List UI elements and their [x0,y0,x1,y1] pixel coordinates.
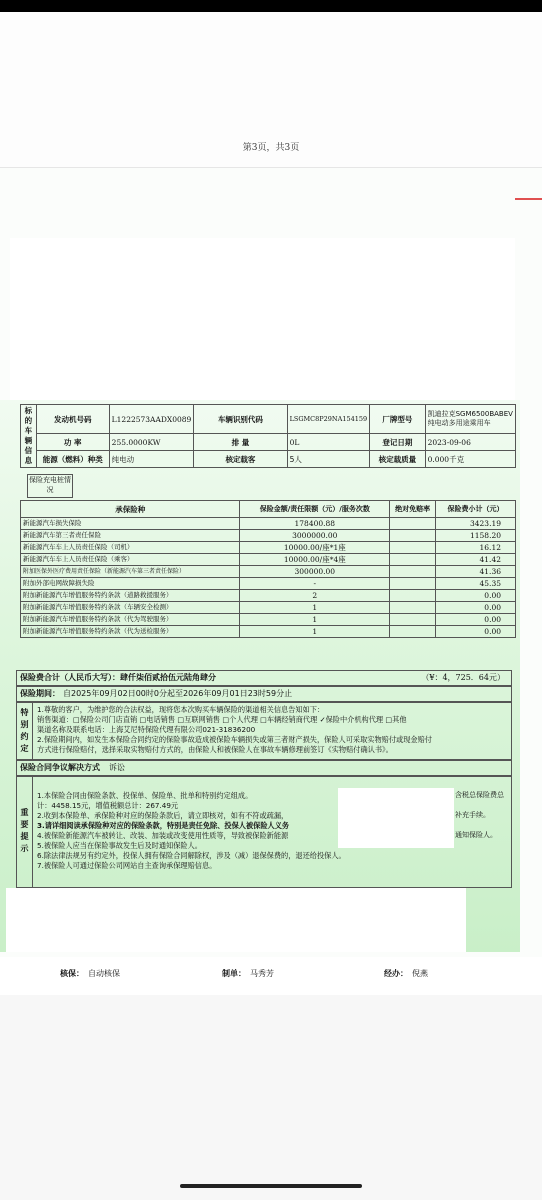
coverage-deductible [390,542,436,554]
signature-footer [0,957,542,995]
notice-side-label: 重要提示 [17,777,33,887]
table-row [21,518,516,530]
power-label: 功 率 [36,434,109,451]
coverage-premium: 0.00 [436,614,516,626]
vin-value: LSGMC8P29NA154159 [287,405,370,434]
coverage-name: 附加新能源汽车增值服务特约条款（代为送检服务） [21,626,240,638]
coverage-amount: 3000000.00 [240,530,390,542]
coverage-name: 新能源汽车车上人员责任保险（乘客） [21,554,240,566]
period-row [16,686,512,702]
total-label: 保险费合计（人民币大写）：肆仟柒佰贰拾伍元陆角肆分 [20,673,216,682]
table-row [21,602,516,614]
table-row [21,530,516,542]
coverage-premium: 1158.20 [436,530,516,542]
coverage-name: 新能源汽车车上人员责任保险（司机） [21,542,240,554]
total-value: （¥：4，725．64元） [421,673,505,682]
vehicle-info-table [20,404,516,468]
coverage-premium: 0.00 [436,626,516,638]
coverage-premium: 41.42 [436,554,516,566]
special-line: 方式进行保险赔付，选择采取实物赔付方式的，由保险人和被保险人在事故车辆修理前签订《实物赔付确认书》。 [37,745,393,754]
redacted-area-top [10,238,515,400]
notice-line: 3.请详细阅读承保险种对应的保险条款，特别是责任免除、投保人被保险人义务 [37,821,290,830]
handler-value: 倪燕 [412,969,428,978]
vin-label: 车辆识别代码 [194,405,287,434]
coverage-deductible [390,518,436,530]
coverage-premium: 16.12 [436,542,516,554]
coverage-amount: 2 [240,590,390,602]
header-amount: 保险金额/责任限额（元）/服务次数 [240,501,390,518]
notice-line: 计：4458.15元，增值税额总计：267.49元 [37,801,179,810]
coverage-amount: 300000.00 [240,566,390,578]
vehicle-side-label: 标的车辆信息 [21,405,37,468]
registration-value: 2023-09-06 [425,434,515,451]
table-row [21,542,516,554]
model-value: 凯迪拉克SGM6500BABEV纯电动多用途乘用车 [425,405,515,434]
coverage-premium: 45.35 [436,578,516,590]
notice-line: 2.收到本保险单、承保险种对应的保险条款后，请立即核对，如有不符或疏漏， [37,811,289,820]
special-text [37,705,509,755]
insurance-table [20,500,516,638]
engine-value: L1222573AADX0089 [109,405,194,434]
coverage-name: 附加新能源汽车增值服务特约条款（车辆安全检测） [21,602,240,614]
coverage-name: 附加外部电网故障损失险 [21,578,240,590]
notice-line: 1.本保险合同由保险条款、投保单、保险单、批单和特别约定组成。 [37,791,253,800]
coverage-name: 新能源汽车损失保险 [21,518,240,530]
power-value: 255.0000KW [109,434,194,451]
notice-line: 6.除法律法规另有约定外，投保人拥有保险合同解除权，涉及（减）退保保费的，退还给投保人。 [37,851,346,860]
coverage-premium: 41.36 [436,566,516,578]
notice-fragment: 含税总保险费总 [455,791,504,799]
dispute-label: 保险合同争议解决方式 [20,763,100,772]
coverage-deductible [390,566,436,578]
viewer-background [0,995,542,1200]
load-value: 0.000千克 [425,451,515,468]
period-label: 保险期间： [20,689,60,698]
dispute-row [16,760,512,776]
coverage-amount: 1 [240,626,390,638]
maker-value: 马秀芳 [250,969,274,978]
coverage-name: 附加医保外医疗费用责任保险（新能源汽车第三者责任保险） [21,566,240,578]
coverage-deductible [390,554,436,566]
period-value: 自2025年09月02日00时0分起至2026年09月01日23时59分止 [63,689,293,698]
red-mark [515,198,542,200]
coverage-amount: 10000.00/座*1座 [240,542,390,554]
coverage-amount: 1 [240,614,390,626]
underwriter-value: 自动核保 [88,969,120,978]
coverage-name: 附加新能源汽车增值服务特约条款（代为驾驶服务） [21,614,240,626]
special-line: 渠道名称及联系电话：上海艾尼特保险代理有限公司021-31836200 [37,725,256,734]
fuel-value: 纯电动 [109,451,194,468]
coverage-name: 附加新能源汽车增值服务特约条款（道路救援服务） [21,590,240,602]
table-row [21,566,516,578]
redacted-area-bottom [6,888,466,952]
special-line: 销售渠道：□保险公司门店直销 □电话销售 □互联网销售 □个人代理 □车辆经销商代理 ✓保险中介机构代理 □其他 [37,715,407,724]
coverage-amount: - [240,578,390,590]
underwriter-label: 核保： [60,969,84,978]
special-line: 2.保险期间内，如发生本保险合同约定的保险事故造成被保险车辆损失或第三者财产损失，保险人可采取实物赔付或现金赔付 [37,735,432,744]
seats-value: 5人 [287,451,370,468]
coverage-amount: 1 [240,602,390,614]
header-premium: 保险费小计（元） [436,501,516,518]
charging-pile-label: 保险充电桩情况 [27,474,73,498]
coverage-premium: 0.00 [436,602,516,614]
notice-fragment: 通知保险人。 [455,831,497,839]
displacement-value: 0L [287,434,370,451]
coverage-deductible [390,626,436,638]
coverage-deductible [390,614,436,626]
special-line: 1.尊敬的客户，为维护您的合法权益，现将您本次购买车辆保险的渠道相关信息告知如下： [37,705,325,714]
handler-label: 经办： [384,969,408,978]
page-number: 第3页，共3页 [242,143,300,153]
header-item: 承保险种 [21,501,240,518]
maker-label: 制单： [222,969,246,978]
engine-label: 发动机号码 [36,405,109,434]
coverage-deductible [390,590,436,602]
coverage-name: 新能源汽车第三者责任保险 [21,530,240,542]
special-agreement-box [16,702,512,760]
status-bar [0,0,542,12]
coverage-amount: 178400.88 [240,518,390,530]
special-side-label: 特别约定 [17,703,33,759]
coverage-deductible [390,530,436,542]
header-deductible: 绝对免赔率 [390,501,436,518]
table-row [21,554,516,566]
seats-label: 核定载客 [194,451,287,468]
load-label: 核定载质量 [370,451,425,468]
model-label: 厂牌型号 [370,405,425,434]
redacted-area-middle [338,788,454,848]
table-row [21,578,516,590]
coverage-premium: 0.00 [436,590,516,602]
home-indicator[interactable] [180,1184,362,1188]
table-row [21,451,516,468]
table-row [21,626,516,638]
registration-label: 登记日期 [370,434,425,451]
fuel-label: 能源（燃料）种类 [36,451,109,468]
notice-line: 4.被保险新能源汽车被转让、改装、加装或改变使用性质等，导致被保险新能源 [37,831,289,840]
dispute-value: 诉讼 [109,763,125,772]
table-header-row [21,501,516,518]
table-row [21,590,516,602]
displacement-label: 排 量 [194,434,287,451]
notice-line: 7.被保险人可通过保险公司网站自主查询承保理赔信息。 [37,861,217,870]
coverage-deductible [390,578,436,590]
coverage-amount: 10000.00/座*4座 [240,554,390,566]
notice-fragment: 补充手续。 [455,811,490,819]
coverage-premium: 3423.19 [436,518,516,530]
table-row [21,405,516,434]
table-row [21,434,516,451]
total-row [16,670,512,686]
table-row [21,614,516,626]
notice-line: 5.被保险人应当在保险事故发生后及时通知保险人。 [37,841,202,850]
coverage-deductible [390,602,436,614]
